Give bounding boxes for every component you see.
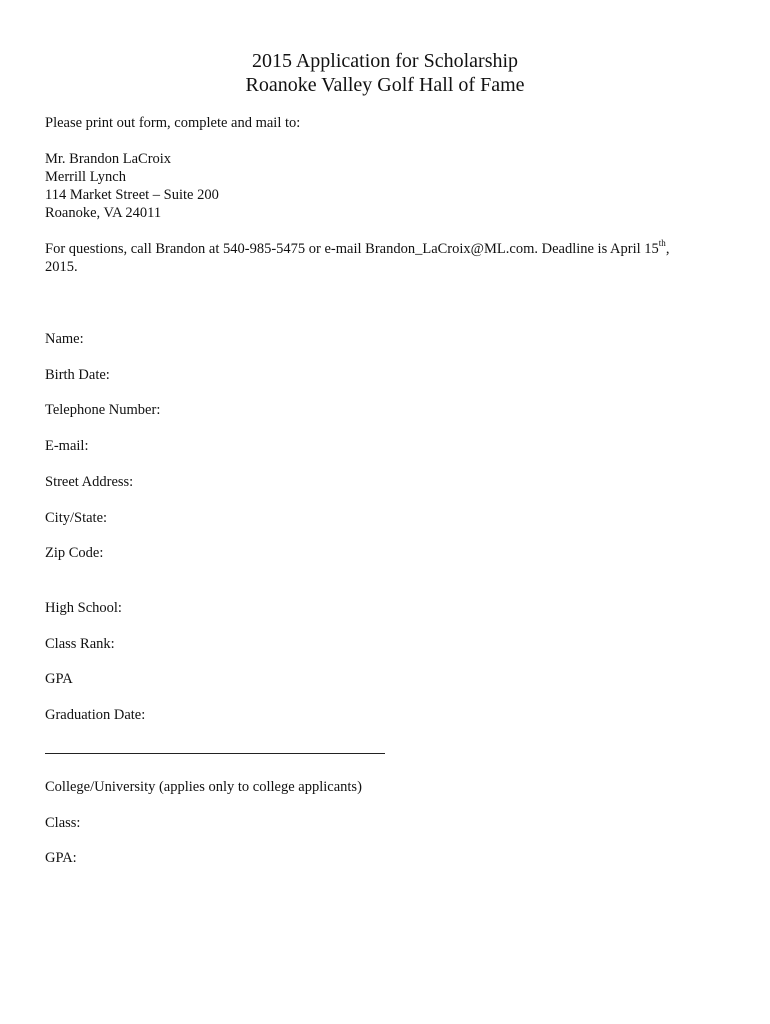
name-label: Name: bbox=[45, 331, 84, 347]
birth-date-label: Birth Date: bbox=[45, 367, 110, 383]
high-school-label: High School: bbox=[45, 600, 122, 616]
instructions-text: Please print out form, complete and mail to: bbox=[45, 115, 301, 131]
gpa-label: GPA bbox=[45, 671, 73, 687]
questions-line bbox=[45, 240, 669, 258]
document-title: 2015 Application for Scholarship bbox=[251, 50, 519, 72]
address-street: 114 Market Street – Suite 200 bbox=[45, 187, 219, 203]
address-name: Mr. Brandon LaCroix bbox=[45, 151, 172, 167]
zip-code-label: Zip Code: bbox=[45, 545, 104, 561]
email-label: E-mail: bbox=[45, 438, 89, 454]
section-divider bbox=[45, 753, 385, 754]
college-label: College/University (applies only to college applicants) bbox=[45, 779, 362, 795]
class-rank-label: Class Rank: bbox=[45, 636, 115, 652]
questions-year: 2015. bbox=[45, 259, 78, 275]
telephone-label: Telephone Number: bbox=[45, 402, 161, 418]
college-gpa-label: GPA: bbox=[45, 850, 77, 866]
date-suffix: th bbox=[658, 238, 666, 249]
questions-text: For questions, call Brandon at 540-985-5475 or e-mail Brandon_LaCroix@ML.com. Deadline is April 15 bbox=[45, 241, 659, 257]
graduation-date-label: Graduation Date: bbox=[45, 707, 146, 723]
address-city: Roanoke, VA 24011 bbox=[45, 205, 162, 221]
class-label: Class: bbox=[45, 815, 81, 831]
street-address-label: Street Address: bbox=[45, 474, 134, 490]
questions-comma: , bbox=[665, 241, 670, 257]
address-company: Merrill Lynch bbox=[45, 169, 126, 185]
document-subtitle: Roanoke Valley Golf Hall of Fame bbox=[245, 74, 525, 96]
city-state-label: City/State: bbox=[45, 510, 108, 526]
